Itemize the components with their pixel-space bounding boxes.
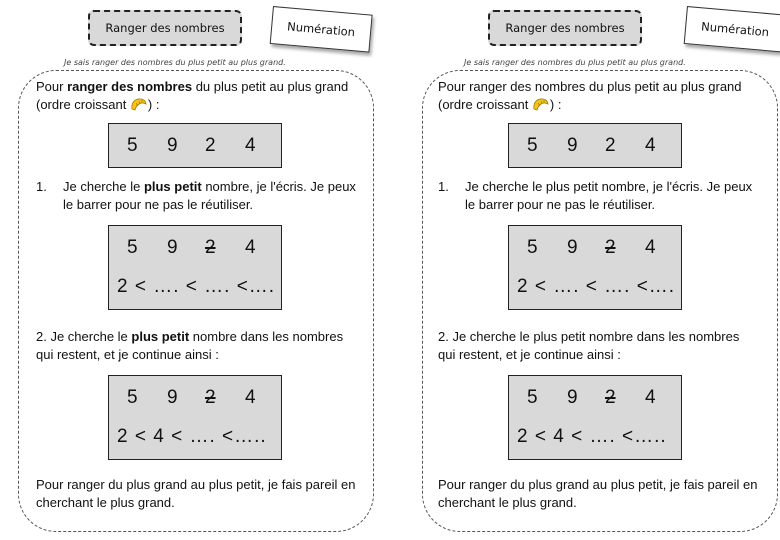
digit: 9 xyxy=(567,135,578,156)
digit: 4 xyxy=(245,237,256,258)
step-1-paragraph: 1. Je cherche le plus petit nombre, je l'écris. Je peux le barrer pour ne pas le réutiliser. xyxy=(438,179,753,212)
number-box-step-1 xyxy=(508,225,682,310)
digit: 2 xyxy=(205,135,216,156)
digit: 5 xyxy=(127,237,138,258)
digit: 9 xyxy=(167,135,178,156)
step-2-paragraph: 2. Je cherche le plus petit nombre dans les nombres qui restent, et je continue ainsi : xyxy=(36,329,344,362)
digit: 4 xyxy=(245,135,256,156)
digit: 4 xyxy=(645,387,656,408)
objective-text: Je sais ranger des nombres du plus petit au plus grand. xyxy=(464,58,686,67)
digit: 4 xyxy=(245,387,256,408)
digit-crossed: 2 xyxy=(605,237,616,258)
objective-text: Je sais ranger des nombres du plus petit au plus grand. xyxy=(64,58,286,67)
digit: 9 xyxy=(167,387,178,408)
digit: 9 xyxy=(567,237,578,258)
digit: 5 xyxy=(527,387,538,408)
order-line: 2 < …. < …. <…. xyxy=(117,276,276,297)
digit: 5 xyxy=(127,387,138,408)
croissant-icon xyxy=(130,97,148,111)
order-line: 2 < 4 < …. <….. xyxy=(117,426,267,447)
card-title: Ranger des nombres xyxy=(488,10,642,46)
subject-tag: Numération xyxy=(270,6,373,53)
lesson-card-right xyxy=(400,0,780,540)
digit: 9 xyxy=(167,237,178,258)
digit: 9 xyxy=(567,387,578,408)
intro-paragraph: Pour ranger des nombres du plus petit au plus grand (ordre croissant ) : xyxy=(36,79,349,112)
digit-crossed: 2 xyxy=(605,387,616,408)
digit: 5 xyxy=(527,135,538,156)
step-2-paragraph: 2. Je cherche le plus petit nombre dans les nombres qui restent, et je continue ainsi : xyxy=(438,329,740,362)
card-title: Ranger des nombres xyxy=(88,10,242,46)
outro-paragraph: Pour ranger du plus grand au plus petit, je fais pareil en cherchant le plus grand. xyxy=(438,477,758,510)
digit-crossed: 2 xyxy=(205,387,216,408)
digit: 5 xyxy=(127,135,138,156)
digit: 4 xyxy=(645,135,656,156)
digit: 2 xyxy=(605,135,616,156)
subject-tag: Numération xyxy=(684,6,780,53)
number-box-step-1 xyxy=(108,225,282,310)
number-box xyxy=(508,123,682,168)
step-1-paragraph: 1. Je cherche le plus petit nombre, je l'écris. Je peux le barrer pour ne pas le réutiliser. xyxy=(36,179,356,212)
digit: 4 xyxy=(645,237,656,258)
croissant-icon xyxy=(532,97,550,111)
number-box-step-2 xyxy=(508,375,682,460)
digit: 5 xyxy=(527,237,538,258)
intro-paragraph: Pour ranger des nombres du plus petit au plus grand (ordre croissant ) : xyxy=(438,79,742,112)
order-line: 2 < 4 < …. <….. xyxy=(517,426,667,447)
order-line: 2 < …. < …. <…. xyxy=(517,276,676,297)
number-box xyxy=(108,123,282,168)
number-box-step-2 xyxy=(108,375,282,460)
digit-crossed: 2 xyxy=(205,237,216,258)
outro-paragraph: Pour ranger du plus grand au plus petit, je fais pareil en cherchant le plus grand. xyxy=(36,477,356,510)
